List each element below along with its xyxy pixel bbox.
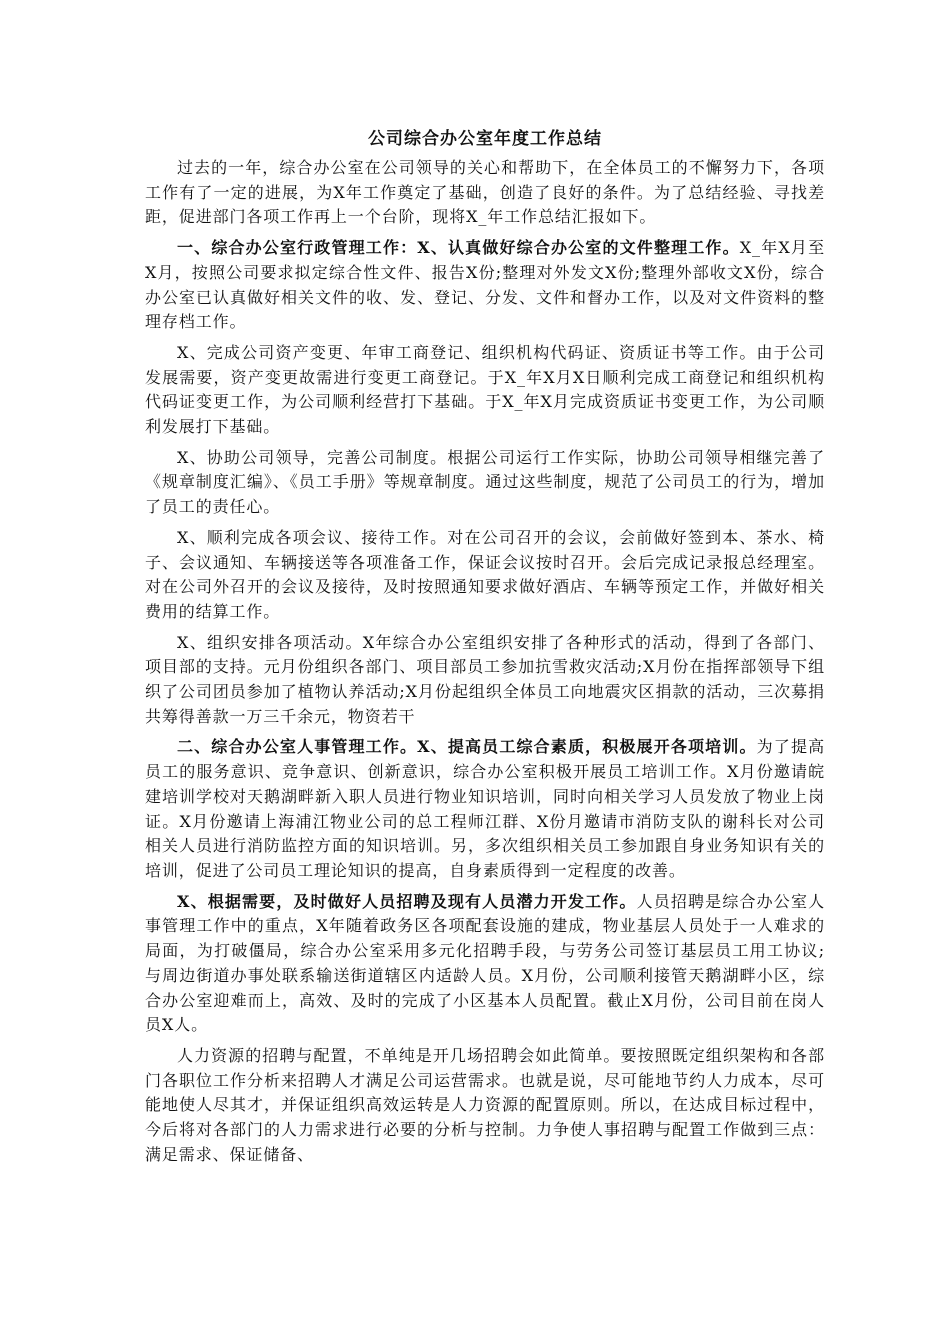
paragraph-intro — [145, 156, 825, 230]
section-heading: 二、综合办公室人事管理工作。X、提高员工综合素质，积极展开各项培训。 — [177, 737, 757, 757]
paragraph-body: X、完成公司资产变更、年审工商登记、组织机构代码证、资质证书等工作。由于公司发展需要，资产变更故需进行变更工商登记。于X_年X月X日顺利完成工商登记和组织机构代码证变更工作，为公司顺利经营打下基础。于X_年X月完成资质证书变更工作，为公司顺利发展打下基础。 — [145, 342, 825, 437]
paragraph-body: 人员招聘是综合办公室人事管理工作中的重点，X年随着政务区各项配套设施的建成，物业基层人员处于一人难求的局面，为打破僵局，综合办公室采用多元化招聘手段，与劳务公司签订基层员工用工协议;与周边街道办事处联系输送街道辖区内适龄人员。X月份，公司顺利接管天鹅湖畔小区，综合办公室迎难而上，高效、及时的完成了小区基本人员配置。截止X月份，公司目前在岗人员X人。 — [145, 891, 825, 1035]
paragraph-recruitment — [145, 890, 825, 1038]
paragraph-meetings — [145, 526, 825, 625]
section-heading: 一、综合办公室行政管理工作：X、认真做好综合办公室的文件整理工作。 — [177, 238, 740, 258]
paragraph-body: X、组织安排各项活动。X年综合办公室组织安排了各种形式的活动，得到了各部门、项目部的支持。元月份组织各部门、项目部员工参加抗雪救灾活动;X月份在指挥部领导下组织了公司团员参加了植物认养活动;X月份起组织全体员工向地震灾区捐款的活动，三次募捐共筹得善款一万三千余元，物资若干 — [145, 632, 825, 726]
paragraph-asset-change — [145, 341, 825, 440]
paragraph-body: X_年X月至X月，按照公司要求拟定综合性文件、报告X份;整理对外发文X份;整理外部收文X份，综合办公室已认真做好相关文件的收、发、登记、分发、文件和督办工作，以及对文件资料的整理存档工作。 — [145, 238, 825, 332]
paragraph-body: X、协助公司领导，完善公司制度。根据公司运行工作实际，协助公司领导相继完善了《规章制度汇编》、《员工手册》等规章制度。通过这些制度，规范了公司员工的行为，增加了员工的责任心。 — [145, 447, 825, 517]
paragraph-body: 为了提高员工的服务意识、竞争意识、创新意识，综合办公室积极开展员工培训工作。X月份邀请皖建培训学校对天鹅湖畔新入职人员进行物业知识培训，同时向相关学习人员发放了物业上岗证。X月份邀请上海浦江物业公司的总工程师江群、X份月邀请市消防支队的谢科长对公司相关人员进行消防监控方面的知识培训。另，多次组织相关员工参加跟自身业务知识有关的培训，促进了公司员工理论知识的提高，自身素质得到一定程度的改善。 — [145, 737, 826, 880]
document-title: 公司综合办公室年度工作总结 — [368, 129, 602, 149]
paragraph-body: 过去的一年，综合办公室在公司领导的关心和帮助下，在全体员工的不懈努力下，各项工作有了一定的进展，为X年工作奠定了基础，创造了良好的条件。为了总结经验、寻找差距，促进部门各项工作再上一个台阶，现将X_年工作总结汇报如下。 — [145, 158, 825, 227]
paragraph-training — [145, 735, 825, 883]
document-page — [145, 126, 825, 1173]
paragraph-company-rules — [145, 446, 825, 520]
paragraph-body: 人力资源的招聘与配置，不单纯是开几场招聘会如此简单。要按照既定组织架构和各部门各职位工作分析来招聘人才满足公司运营需求。也就是说，尽可能地节约人力成本，尽可能地使人尽其才，并保证组织高效运转是人力资源的配置原则。所以，在达成目标过程中，今后将对各部门的人力需求进行必要的分析与控制。力争使人事招聘与配置工作做到三点：满足需求、保证储备、 — [145, 1045, 825, 1164]
paragraph-hr-allocation — [145, 1044, 825, 1168]
paragraph-body: X、顺利完成各项会议、接待工作。对在公司召开的会议，会前做好签到本、茶水、椅子、会议通知、车辆接送等各项准备工作，保证会议按时召开。会后完成记录报总经理室。对在公司外召开的会议及接待，及时按照通知要求做好酒店、车辆等预定工作，并做好相关费用的结算工作。 — [145, 527, 825, 621]
paragraph-activities — [145, 631, 825, 730]
paragraph-admin-files — [145, 236, 825, 335]
section-heading: X、根据需要，及时做好人员招聘及现有人员潜力开发工作。 — [177, 891, 637, 911]
